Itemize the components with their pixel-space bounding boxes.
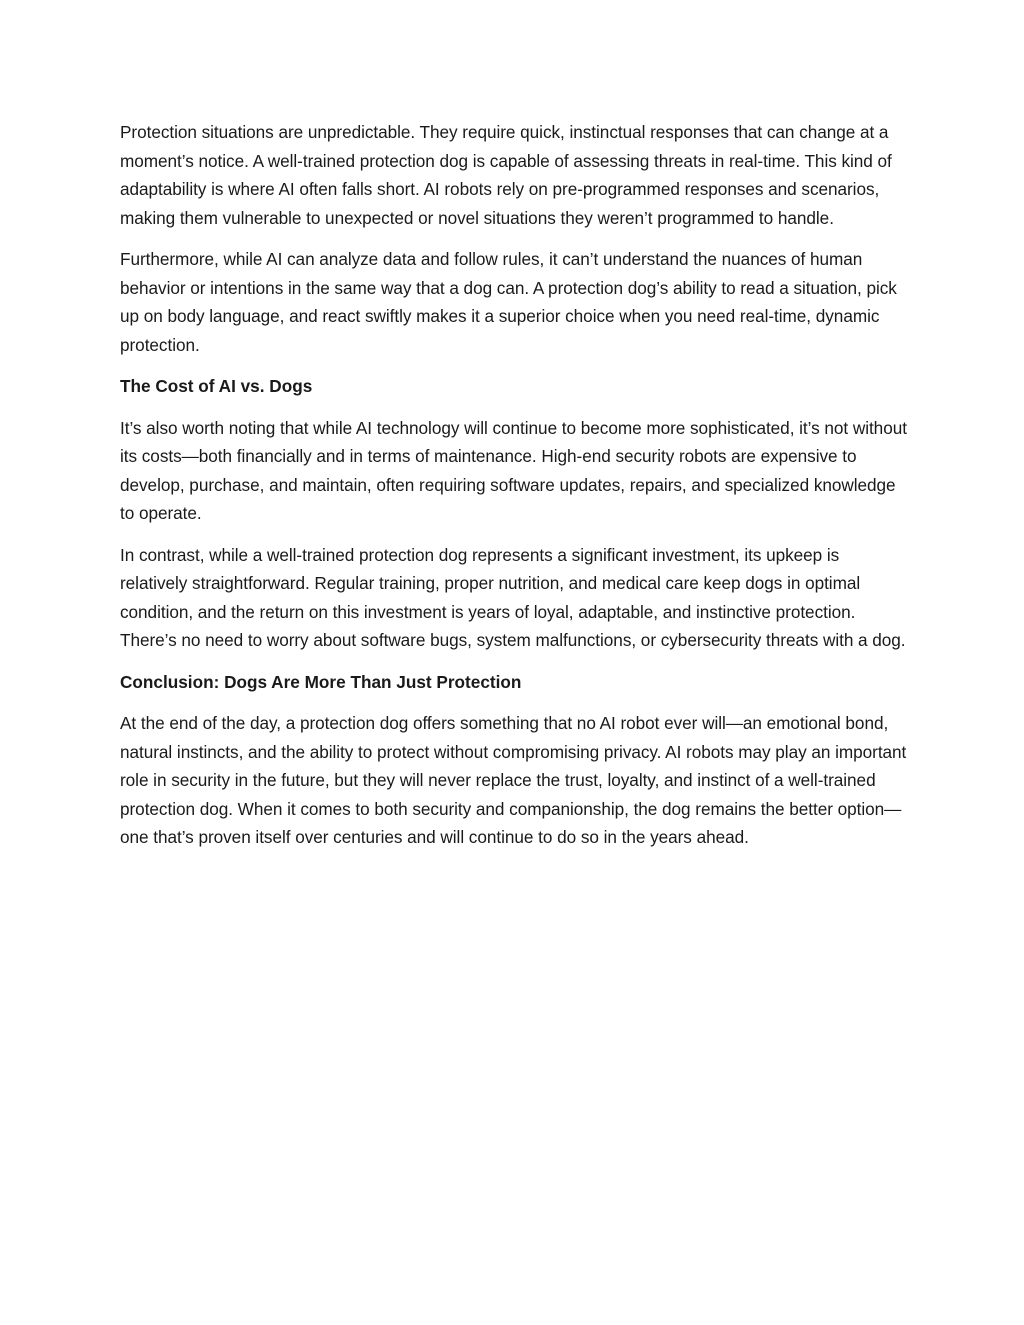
heading-cost: The Cost of AI vs. Dogs <box>120 376 313 396</box>
document-body <box>120 118 910 865</box>
paragraph-ai-costs: It’s also worth noting that while AI technology will continue to become more sophisticated, it’s not without its costs—both financially and in terms of maintenance. High-end security robots are expensive to develop, purchase, and maintain, often requiring software updates, repairs, and specialized knowledge to operate. <box>120 417 907 523</box>
heading-conclusion: Conclusion: Dogs Are More Than Just Protection <box>120 671 522 692</box>
paragraph-adaptability: Protection situations are unpredictable. They require quick, instinctual responses that can change at a moment’s notice. A well-trained protection dog is capable of assessing threats in real-time. This kind of adaptability is where AI often falls short. AI robots rely on pre-programmed responses and scenarios, making them vulnerable to unexpected or novel situations they weren’t programmed to handle. <box>120 122 892 228</box>
paragraph-dog-upkeep: In contrast, while a well-trained protection dog represents a significant investment, its upkeep is relatively straightforward. Regular training, proper nutrition, and medical care keep dogs in optimal condition, and the return on this investment is years of loyal, adaptable, and instinctive protection. There’s no need to worry about software bugs, system malfunctions, or cybersecurity threats with a dog. <box>120 544 906 650</box>
paragraph-conclusion: At the end of the day, a protection dog offers something that no AI robot ever will—an emotional bond, natural instincts, and the ability to protect without compromising privacy. AI robots may play an important role in security in the future, but they will never replace the trust, loyalty, and instinct of a well-trained protection dog. When it comes to both security and companionship, the dog remains the better option—one that’s proven itself over centuries and will continue to do so in the years ahead. <box>120 713 907 847</box>
paragraph-human-behavior: Furthermore, while AI can analyze data and follow rules, it can’t understand the nuances of human behavior or intentions in the same way that a dog can. A protection dog’s ability to read a situation, pick up on body language, and react swiftly makes it a superior choice when you need real-time, dynamic protection. <box>120 249 897 355</box>
